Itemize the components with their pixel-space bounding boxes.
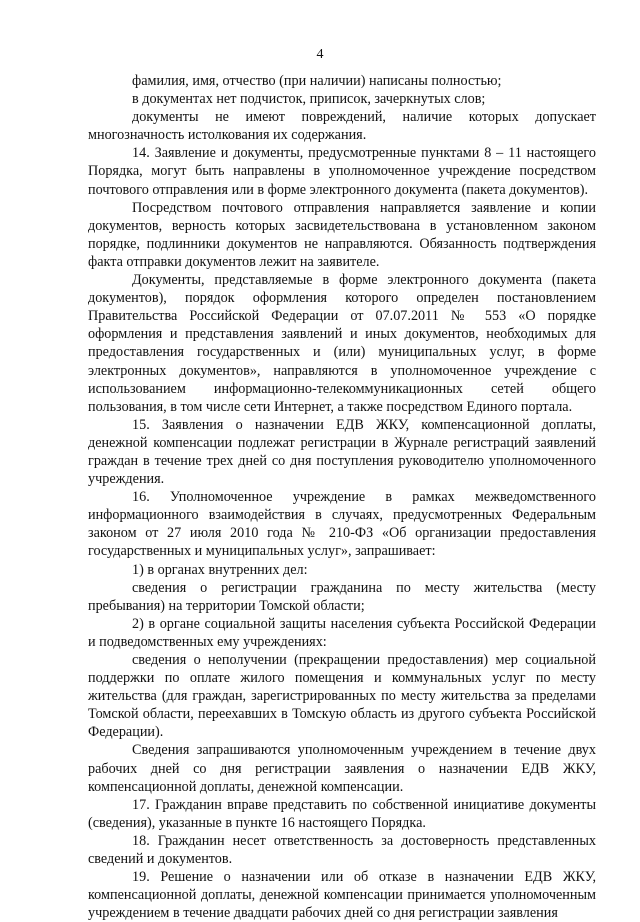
paragraph: 18. Гражданин несет ответственность за достоверность представленных сведений и документов.	[88, 832, 596, 868]
paragraph: документы не имеют повреждений, наличие которых допускает многозначность истолкования их содержания.	[88, 109, 596, 144]
paragraph: 16. Уполномоченное учреждение в рамках межведомственного информационного взаимодействия в случаях, предусмотренных Федеральным законом от 27 июля 2010 года № 210-ФЗ «Об организации предоставления государственных и муниципальных услуг», запрашивает:	[88, 489, 596, 560]
paragraph: 17. Гражданин вправе представить по собственной инициативе документы (сведения), указанные в пункте 16 настоящего Порядка.	[88, 796, 596, 831]
paragraph: Сведения запрашиваются уполномоченным учреждением в течение двух рабочих дней со дня регистрации заявления о назначении ЕДВ ЖКУ, компенсационной доплаты, денежной компенсации.	[88, 742, 596, 795]
paragraph: сведения о регистрации гражданина по месту жительства (месту пребывания) на территории Томской области;	[88, 579, 596, 614]
paragraph: в документах нет подчисток, приписок, зачеркнутых слов;	[132, 91, 486, 108]
paragraph: 2) в органе социальной защиты населения субъекта Российской Федерации и подведомственных ему учреждениях:	[88, 615, 596, 650]
paragraph: 19. Решение о назначении или об отказе в назначении ЕДВ ЖКУ, компенсационной доплаты, денежной компенсации принимается уполномоченным учреждением в течение двадцати рабочих дней со дня регистрации заявления	[88, 869, 596, 922]
paragraph: сведения о неполучении (прекращении предоставления) мер социальной поддержки по оплате жилого помещения и коммунальных услуг по месту жительства (для граждан, зарегистрированных по месту жительства за пределами Томской области, переехавших в Томскую область из другого субъекта Российской Федерации).	[88, 652, 596, 741]
page-number: 4	[316, 47, 324, 62]
body-text	[88, 72, 596, 922]
paragraph: Документы, представляемые в форме электронного документа (пакета документов), порядок оформления которого определен постановлением Правительства Российской Федерации от 07.07.2011 № 553 «О порядке оформления и представления заявлений и иных документов, необходимых для предоставления государственных и (или) муниципальных услуг, в форме электронных документов», направляются в уполномоченное учреждение с использованием информационно-телекоммуникационных сетей общего пользования, в том числе сети Интернет, а также посредством Единого портала.	[88, 272, 596, 415]
paragraph: 14. Заявление и документы, предусмотренные пунктами 8 – 11 настоящего Порядка, могут быть направлены в уполномоченное учреждение посредством почтового отправления или в форме электронного документа (пакета документов).	[88, 145, 596, 198]
paragraph: фамилия, имя, отчество (при наличии) написаны полностью;	[132, 73, 502, 89]
paragraph: 1) в органах внутренних дел:	[132, 561, 308, 578]
paragraph: 15. Заявления о назначении ЕДВ ЖКУ, компенсационной доплаты, денежной компенсации подлежат регистрации в Журнале регистраций заявлений граждан в течение трех дней со дня поступления руководителю уполномоченного учреждения.	[88, 416, 596, 488]
paragraph: Посредством почтового отправления направляется заявление и копии документов, верность которых засвидетельствована в установленном законом порядке, подлинники документов не направляются. Обязанность подтверждения факта отправки документов лежит на заявителе.	[88, 199, 596, 270]
